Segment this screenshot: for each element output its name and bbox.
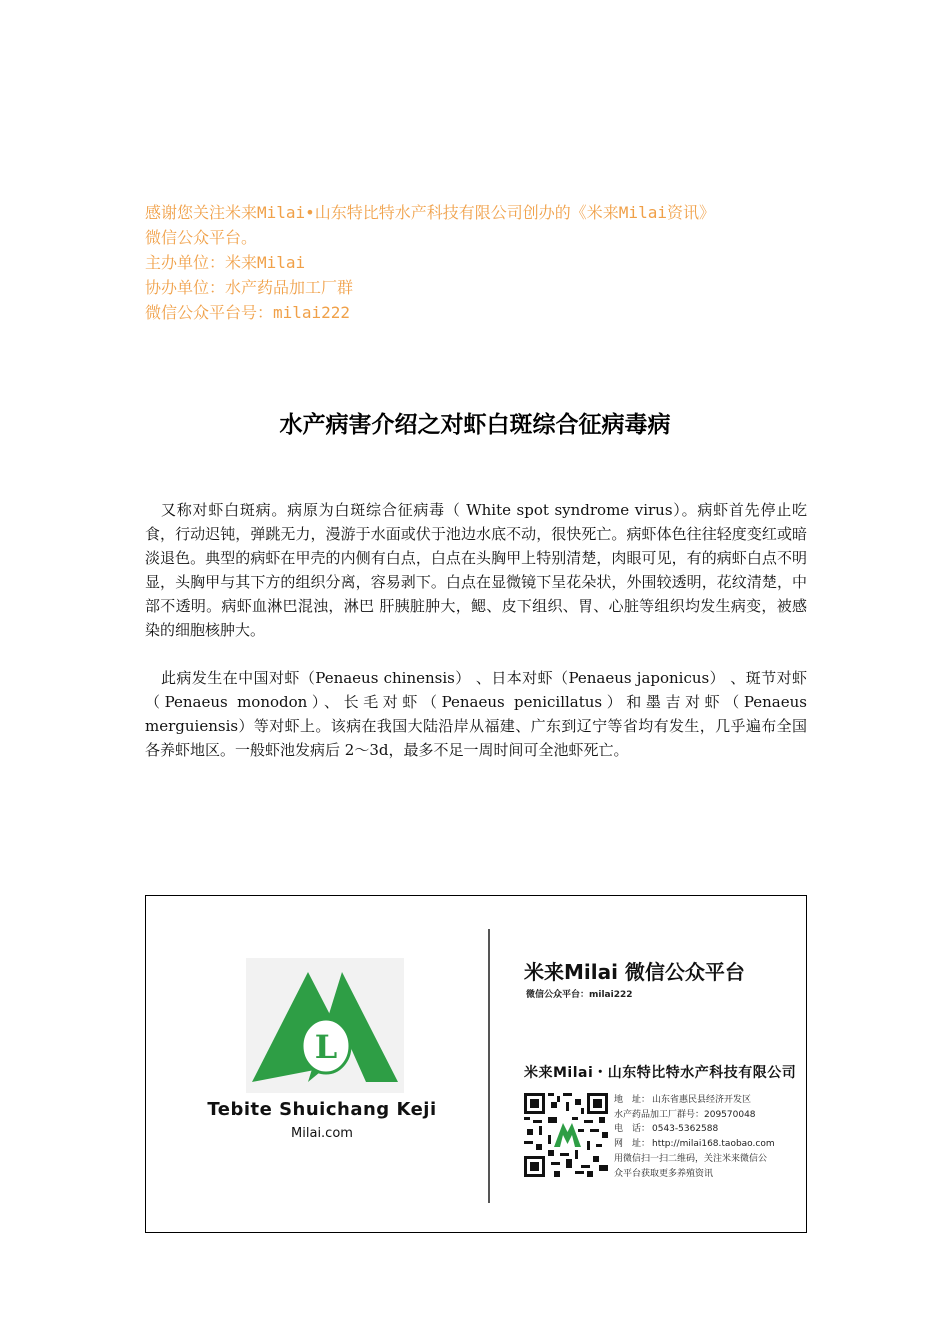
business-card bbox=[145, 895, 807, 1233]
card-company-name: 米来Milai・山东特比特水产科技有限公司 bbox=[524, 1065, 797, 1081]
brand-site: Milai.com bbox=[291, 1126, 353, 1141]
info-website: 网 址： http://milai168.taobao.com bbox=[614, 1139, 775, 1150]
brand-name: Tebite Shuichang Keji bbox=[207, 1099, 437, 1120]
account-line: 微信公众平台号：milai222 bbox=[145, 303, 351, 322]
info-group: 水产药品加工厂群号：209570048 bbox=[614, 1109, 756, 1120]
card-platform-id: 微信公众平台：milai222 bbox=[526, 990, 633, 1000]
paragraph-1: 又称对虾白斑病。病原为白斑综合征病毒（ White spot syndrome virus）。病虾首先停止吃食，行动迟钝，弹跳无力，漫游于水面或伏于池边水底不动，很快死亡。病虾体色往往轻度变红或暗淡退色。典型的病虾在甲壳的内侧有白点，白点在头胸甲上特别清楚，肉眼可见，有的病虾白点不明显，头胸甲与其下方的组织分离，容易剥下。白点在显微镜下呈花朵状，外围较透明，花纹清楚，中部不透明。病虾血淋巴混浊，淋巴 肝胰脏肿大，鳃、皮下组织、胃、心脏等组织均发生病变，被感染的细胞核肿大。 bbox=[145, 501, 807, 639]
info-scan-1: 用微信扫一扫二维码，关注米来微信公 bbox=[614, 1153, 768, 1164]
info-phone: 电 话： 0543-5362588 bbox=[614, 1124, 719, 1135]
card-divider bbox=[488, 929, 490, 1203]
info-scan-2: 众平台获取更多养殖资讯 bbox=[614, 1168, 714, 1179]
info-address: 地 址： 山东省惠民县经济开发区 bbox=[614, 1095, 752, 1105]
intro-block bbox=[145, 200, 815, 325]
host-line: 主办单位：米来Milai bbox=[145, 253, 306, 272]
paragraph-2: 此病发生在中国对虾（Penaeus chinensis） 、日本对虾（Penaeus japonicus） 、斑节对虾（Penaeus monodon）、长毛对虾（Penaeus penicillatus）和墨吉对虾（Penaeus merguiensis）等对虾上。该病在我国大陆沿岸从福建、广东到辽宁等省均有发生，几乎遍布全国各养虾地区。一般虾池发病后 2～3d，最多不足一周时间可全池虾死亡。 bbox=[145, 669, 807, 759]
cohost-line: 协办单位：水产药品加工厂群 bbox=[145, 278, 354, 297]
card-contact-info bbox=[614, 1093, 775, 1181]
card-platform-title: 米来Milai 微信公众平台 bbox=[524, 960, 745, 984]
article-title: 水产病害介绍之对虾白斑综合征病毒病 bbox=[279, 411, 671, 438]
qr-code-icon bbox=[524, 1093, 608, 1177]
intro-line-1: 感谢您关注米来Milai•山东特比特水产科技有限公司创办的《米来Milai资讯》 bbox=[145, 203, 715, 222]
logo-letter: L bbox=[314, 1028, 338, 1066]
intro-line-2: 微信公众平台。 bbox=[145, 228, 258, 247]
article-body bbox=[145, 498, 807, 762]
milai-logo-icon bbox=[246, 958, 404, 1093]
